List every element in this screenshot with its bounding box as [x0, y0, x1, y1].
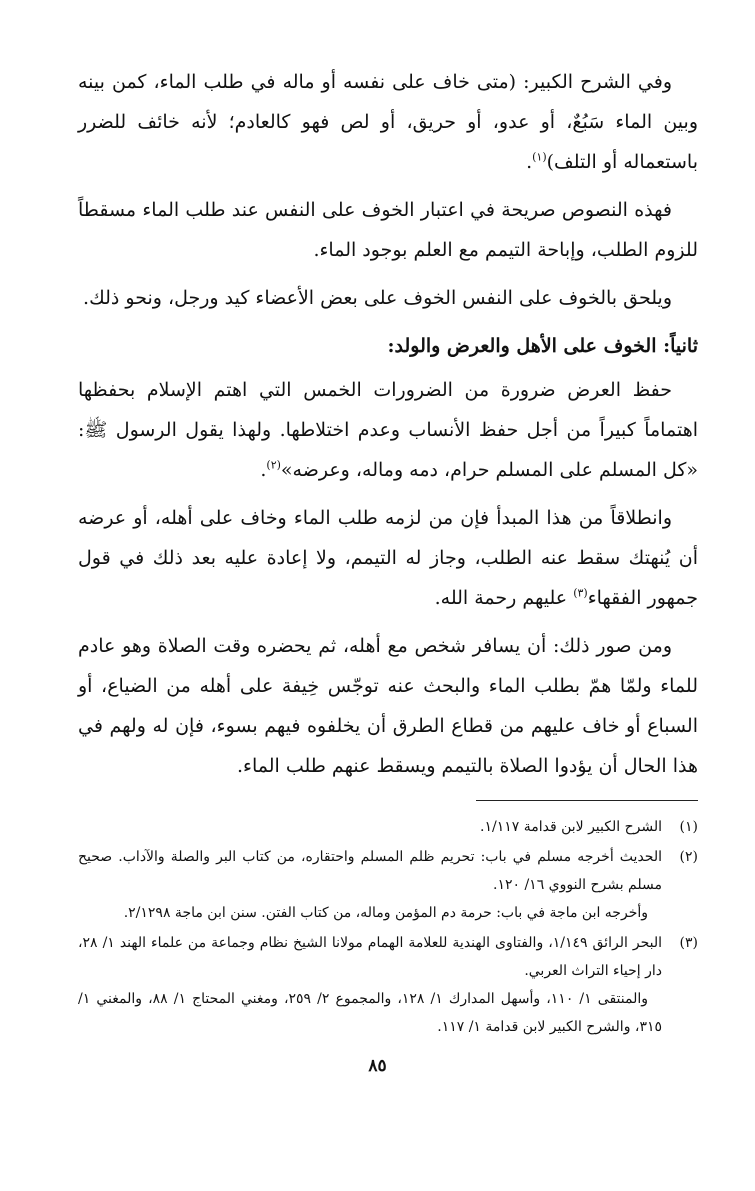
footnote-ref-1: (١) — [532, 150, 547, 164]
paragraph-3-text: ويلحق بالخوف على النفس الخوف على بعض الأعضاء كيد ورجل، ونحو ذلك. — [83, 287, 672, 309]
footnote-line: البحر الرائق ١/١٤٩، والفتاوى الهندية للعلامة الهمام مولانا الشيخ نظام وجماعة من علماء الهند ١/ ٢٨، دار إحياء التراث العربي. — [78, 935, 662, 979]
paragraph-4-text: حفظ العرض ضرورة من الضرورات الخمس التي اهتم الإسلام بحفظها اهتماماً كبيراً من أجل حفظ الأنساب وعدم اختلاطها. ولهذا يقول الرسول ﷺ: «كل المسلم على المسلم حرام، دمه وماله، وعرضه» — [78, 379, 698, 481]
footnote-body — [78, 843, 662, 927]
paragraph-4 — [78, 370, 698, 490]
paragraph-1-text: وفي الشرح الكبير: (متى خاف على نفسه أو ماله في طلب الماء، كمن بينه وبين الماء سَبُعٌ، أو عدو، أو حريق، أو لص فهو كالعادم؛ لأنه خائف للضرر باستعماله أو التلف) — [78, 71, 698, 173]
paragraph-5-text: وانطلاقاً من هذا المبدأ فإن من لزمه طلب الماء وخاف على أهله، أو عرضه أن يُنهتك سقط عنه الطلب، وجاز له التيمم، ولا إعادة عليه بعد ذلك في قول جمهور الفقهاء — [78, 507, 698, 609]
footnote-body — [78, 813, 662, 841]
paragraph-3 — [78, 278, 698, 318]
paragraph-5-tail: عليهم رحمة الله. — [434, 587, 574, 609]
paragraph-4-tail: . — [260, 459, 267, 481]
paragraph-2 — [78, 190, 698, 270]
footnote-line: وأخرجه ابن ماجة في باب: حرمة دم المؤمن وماله، من كتاب الفتن. سنن ابن ماجة ٢/١٢٩٨. — [123, 905, 648, 921]
paragraph-2-text: فهذه النصوص صريحة في اعتبار الخوف على النفس عند طلب الماء مسقطاً للزوم الطلب، وإباحة التيمم مع العلم بوجود الماء. — [78, 199, 698, 261]
footnote-number: (٣) — [679, 935, 698, 951]
footnote-body — [78, 929, 662, 1041]
paragraph-5 — [78, 498, 698, 618]
footnote-1 — [78, 813, 698, 841]
footnote-line: الشرح الكبير لابن قدامة ١/١١٧. — [480, 819, 662, 835]
footnote-line: والمنتقى ١/ ١١٠، وأسهل المدارك ١/ ١٢٨، والمجموع ٢/ ٢٥٩، ومغني المحتاج ١/ ٨٨، والمغني ١/ ٣١٥، والشرح الكبير لابن قدامة ١/ ١١٧. — [78, 991, 662, 1035]
paragraph-1 — [78, 62, 698, 182]
paragraph-6 — [78, 626, 698, 786]
footnote-line: الحديث أخرجه مسلم في باب: تحريم ظلم المسلم واحتقاره، من كتاب البر والصلة والآداب. صحيح مسلم بشرح النووي ١٦/ ١٢٠. — [78, 849, 662, 893]
footnote-ref-2: (٢) — [266, 458, 281, 472]
section-heading: ثانياً: الخوف على الأهل والعرض والولد: — [387, 335, 698, 357]
footnote-3 — [78, 929, 698, 1041]
page-number: ٨٥ — [368, 1056, 387, 1076]
paragraph-6-text: ومن صور ذلك: أن يسافر شخص مع أهله، ثم يحضره وقت الصلاة وهو عادم للماء ولمّا همّ بطلب الماء والبحث عنه توجّس خِيفة على أهله من الضياع، أو السباع أو خاف عليهم من قطاع الطرق أن يخلفوه فيهم بسوء، فإن له ولهم في هذا الحال أن يؤدوا الصلاة بالتيمم ويسقط عنهم طلب الماء. — [78, 635, 698, 777]
footnote-number: (١) — [679, 819, 698, 835]
footnotes — [78, 813, 698, 1041]
footnote-separator — [476, 800, 698, 801]
page-content — [78, 62, 698, 1043]
footnote-number: (٢) — [679, 849, 698, 865]
paragraph-1-tail: . — [526, 151, 533, 173]
footnote-2 — [78, 843, 698, 927]
footnote-ref-3: (٣) — [573, 586, 588, 600]
